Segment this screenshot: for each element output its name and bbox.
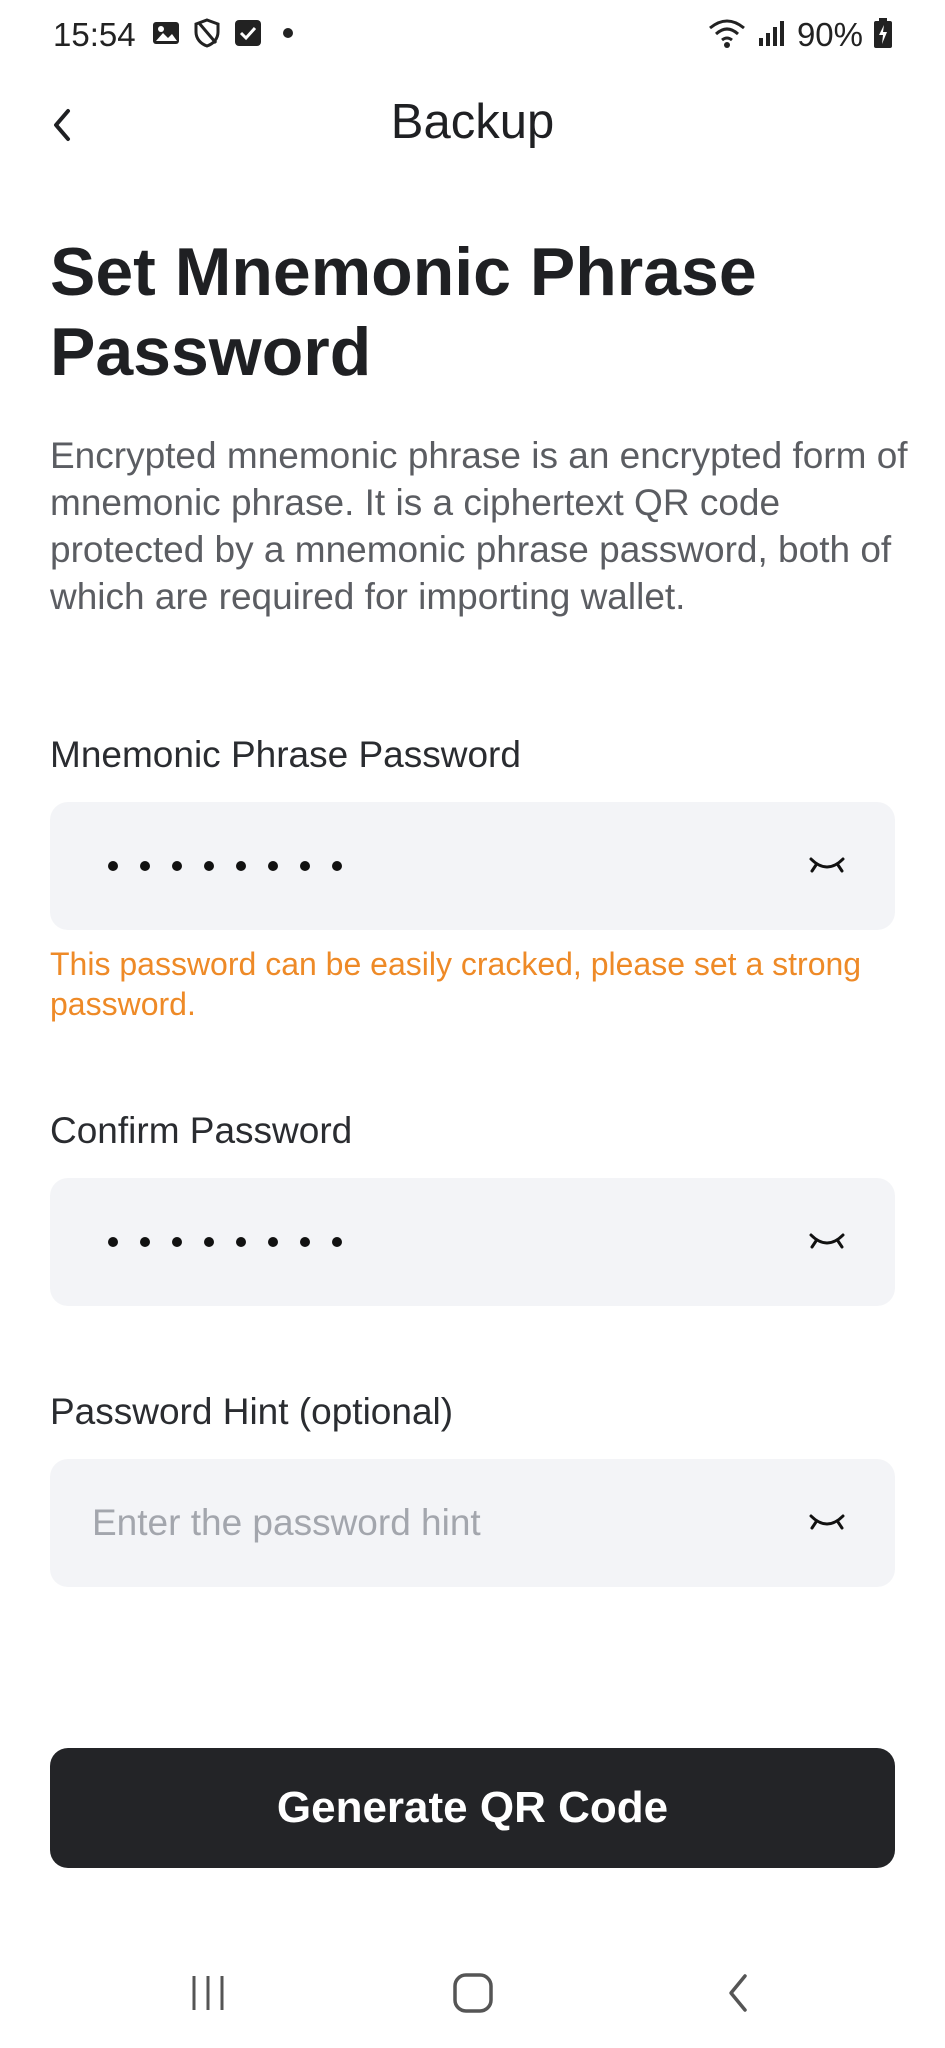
battery-percent: 90% bbox=[796, 16, 863, 53]
dot-icon bbox=[276, 21, 300, 50]
eye-closed-icon bbox=[808, 853, 846, 879]
checkbox-icon bbox=[234, 19, 262, 52]
toggle-visibility-button[interactable] bbox=[803, 842, 851, 890]
home-button[interactable] bbox=[443, 1968, 503, 2018]
status-icons-right bbox=[707, 16, 893, 54]
page-title: Set Mnemonic Phrase Password bbox=[50, 234, 757, 390]
recent-apps-button[interactable] bbox=[178, 1968, 238, 2018]
password-masked-value bbox=[108, 802, 342, 930]
eye-closed-icon bbox=[808, 1510, 846, 1536]
password-field[interactable] bbox=[50, 802, 895, 930]
password-hint-input[interactable] bbox=[92, 1459, 792, 1587]
home-icon bbox=[452, 1972, 494, 2014]
system-back-button[interactable] bbox=[708, 1968, 768, 2018]
back-icon bbox=[723, 1972, 753, 2014]
header-title: Backup bbox=[390, 95, 555, 149]
confirm-password-field[interactable] bbox=[50, 1178, 895, 1306]
confirm-password-masked-value bbox=[108, 1178, 342, 1306]
generate-qr-code-button[interactable]: Generate QR Code bbox=[50, 1748, 895, 1868]
password-hint-field bbox=[50, 1459, 895, 1587]
password-hint-label: Password Hint (optional) bbox=[50, 1391, 454, 1432]
password-label: Mnemonic Phrase Password bbox=[50, 734, 521, 775]
battery-charging-icon bbox=[873, 17, 893, 54]
shield-icon bbox=[194, 18, 220, 53]
toggle-visibility-button[interactable] bbox=[803, 1499, 851, 1547]
system-nav-bar bbox=[0, 1950, 945, 2030]
status-icons-left bbox=[152, 18, 300, 53]
description: Encrypted mnemonic phrase is an encrypted form of mnemonic phrase. It is a ciphertext QR code protected by a mnemonic phrase password, both of which are required for importing wallet. bbox=[50, 435, 908, 617]
signal-icon bbox=[757, 18, 787, 53]
header bbox=[0, 80, 945, 168]
password-strength-warning: This password can be easily cracked, please set a strong password. bbox=[50, 946, 862, 1022]
wifi-icon bbox=[707, 17, 747, 54]
status-bar bbox=[0, 0, 945, 72]
image-icon bbox=[152, 19, 180, 52]
eye-closed-icon bbox=[808, 1229, 846, 1255]
confirm-password-label: Confirm Password bbox=[50, 1110, 353, 1151]
status-time: 15:54 bbox=[53, 16, 136, 53]
toggle-visibility-button[interactable] bbox=[803, 1218, 851, 1266]
recent-apps-icon bbox=[188, 1974, 228, 2012]
